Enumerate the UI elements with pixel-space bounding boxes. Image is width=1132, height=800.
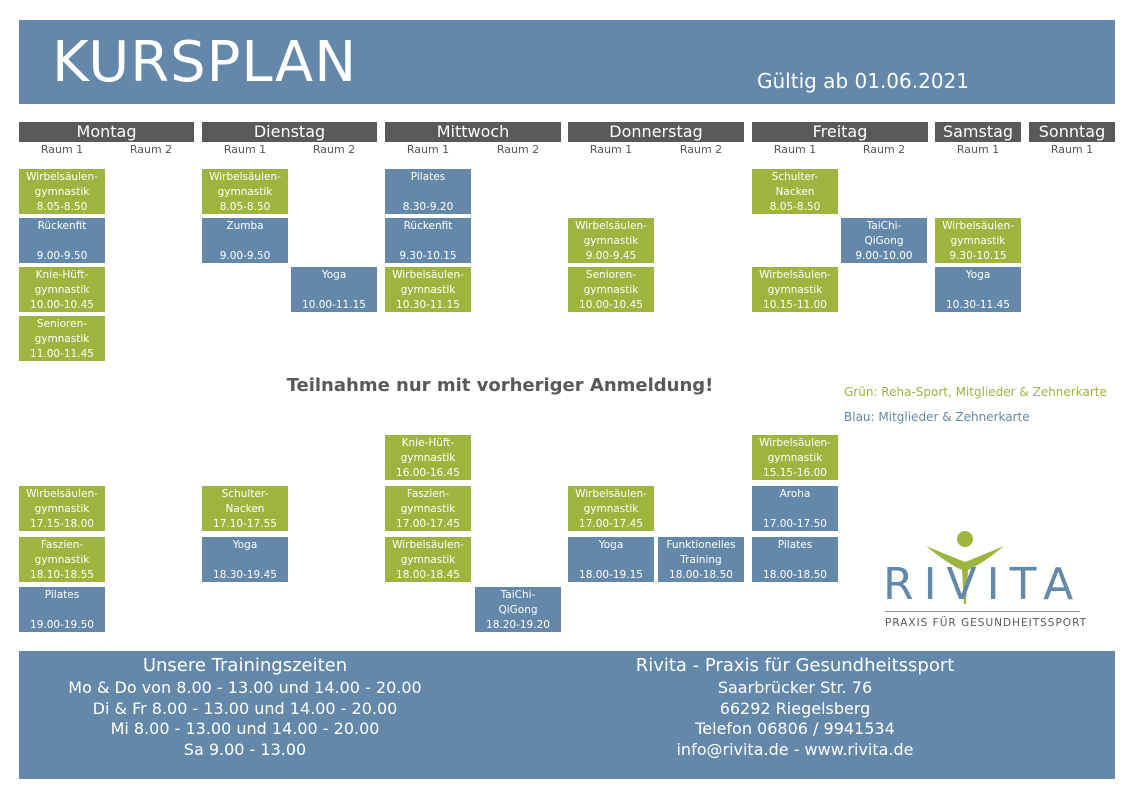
day-header-saturday: Samstag: [935, 122, 1021, 142]
class-block: Pilates 8.30-9.20: [385, 169, 471, 214]
class-block: Pilates 18.00-18.50: [752, 537, 838, 582]
room-label: Raum 2: [862, 143, 906, 156]
room-label: Raum 2: [312, 143, 356, 156]
hours-line: Mi 8.00 - 13.00 und 14.00 - 20.00: [110, 719, 380, 738]
registration-notice: Teilnahme nur mit vorheriger Anmeldung!: [286, 375, 714, 396]
contact-title: Rivita - Praxis für Gesundheitssport: [635, 655, 955, 676]
class-block: Faszien- gymnastik 18.10-18.55: [19, 537, 105, 582]
day-header-tuesday: Dienstag: [202, 122, 377, 142]
day-header-monday: Montag: [19, 122, 194, 142]
class-block: Yoga 10.00-11.15: [291, 267, 377, 312]
class-block: Schulter- Nacken 8.05-8.50: [752, 169, 838, 214]
class-block: Rückenfit 9.00-9.50: [19, 218, 105, 263]
room-label: Raum 1: [1050, 143, 1094, 156]
class-block: Wirbelsäulen- gymnastik 18.00-18.45: [385, 537, 471, 582]
room-label: Raum 2: [496, 143, 540, 156]
day-header-wednesday: Mittwoch: [385, 122, 561, 142]
class-block: Zumba 9.00-9.50: [202, 218, 288, 263]
day-header-sunday: Sonntag: [1029, 122, 1115, 142]
class-block: Yoga 10.30-11.45: [935, 267, 1021, 312]
class-block: Wirbelsäulen- gymnastik 8.05-8.50: [19, 169, 105, 214]
logo-tagline: PRAXIS FÜR GESUNDHEITSSPORT: [885, 617, 1088, 629]
logo-wordmark: RIVITA: [883, 559, 1084, 610]
legend-green: Grün: Reha-Sport, Mitglieder & Zehnerkarte: [844, 385, 1107, 399]
class-block: Wirbelsäulen- gymnastik 10.30-11.15: [385, 267, 471, 312]
class-block: Pilates 19.00-19.50: [19, 587, 105, 632]
legend-blue: Blau: Mitglieder & Zehnerkarte: [844, 410, 1030, 424]
class-block: Aroha 17.00-17.50: [752, 486, 838, 531]
class-block: Yoga 18.30-19.45: [202, 537, 288, 582]
room-label: Raum 1: [773, 143, 817, 156]
class-block: Knie-Hüft- gymnastik 16.00-16.45: [385, 435, 471, 480]
class-block: Wirbelsäulen- gymnastik 17.15-18.00: [19, 486, 105, 531]
room-label: Raum 2: [129, 143, 173, 156]
address-city: 66292 Riegelsberg: [719, 698, 871, 718]
logo-divider: [885, 611, 1080, 612]
class-block: Yoga 18.00-19.15: [568, 537, 654, 582]
class-block: Senioren- gymnastik 10.00-10.45: [568, 267, 654, 312]
training-hours: [30, 654, 460, 760]
class-block: Knie-Hüft- gymnastik 10.00-10.45: [19, 267, 105, 312]
hours-line: Sa 9.00 - 13.00: [183, 739, 307, 759]
room-label: Raum 1: [956, 143, 1000, 156]
class-block: Senioren- gymnastik 11.00-11.45: [19, 316, 105, 361]
room-label: Raum 1: [589, 143, 633, 156]
class-block: Wirbelsäulen- gymnastik 15.15-16.00: [752, 435, 838, 480]
room-label: Raum 1: [40, 143, 84, 156]
page-title: KURSPLAN: [52, 30, 358, 95]
class-block: Rückenfit 9.30-10.15: [385, 218, 471, 263]
class-block: TaiChi- QiGong 9.00-10.00: [841, 218, 927, 263]
class-block: Wirbelsäulen- gymnastik 9.00-9.45: [568, 218, 654, 263]
class-block: Faszien- gymnastik 17.00-17.45: [385, 486, 471, 531]
day-header-friday: Freitag: [752, 122, 928, 142]
class-block: Wirbelsäulen- gymnastik 9.30-10.15: [935, 218, 1021, 263]
class-block: Wirbelsäulen- gymnastik 17.00-17.45: [568, 486, 654, 531]
class-block: Schulter- Nacken 17.10-17.55: [202, 486, 288, 531]
hours-line: Di & Fr 8.00 - 13.00 und 14.00 - 20.00: [92, 698, 398, 718]
class-block: TaiChi- QiGong 18.20-19.20: [475, 587, 561, 632]
class-block: Wirbelsäulen- gymnastik 8.05-8.50: [202, 169, 288, 214]
class-block: Funktionelles Training 18.00-18.50: [658, 537, 744, 582]
day-header-thursday: Donnerstag: [568, 122, 744, 142]
room-label: Raum 2: [679, 143, 723, 156]
valid-from-date: Gültig ab 01.06.2021: [757, 69, 970, 93]
email-website[interactable]: info@rivita.de - www.rivita.de: [676, 739, 914, 759]
contact-info: [600, 654, 990, 760]
room-label: Raum 1: [223, 143, 267, 156]
phone-number: Telefon 06806 / 9941534: [695, 719, 895, 738]
address-street: Saarbrücker Str. 76: [717, 678, 873, 697]
training-hours-title: Unsere Trainingszeiten: [142, 655, 348, 676]
hours-line: Mo & Do von 8.00 - 13.00 und 14.00 - 20.00: [68, 678, 422, 697]
room-label: Raum 1: [406, 143, 450, 156]
class-block: Wirbelsäulen- gymnastik 10.15-11.00: [752, 267, 838, 312]
